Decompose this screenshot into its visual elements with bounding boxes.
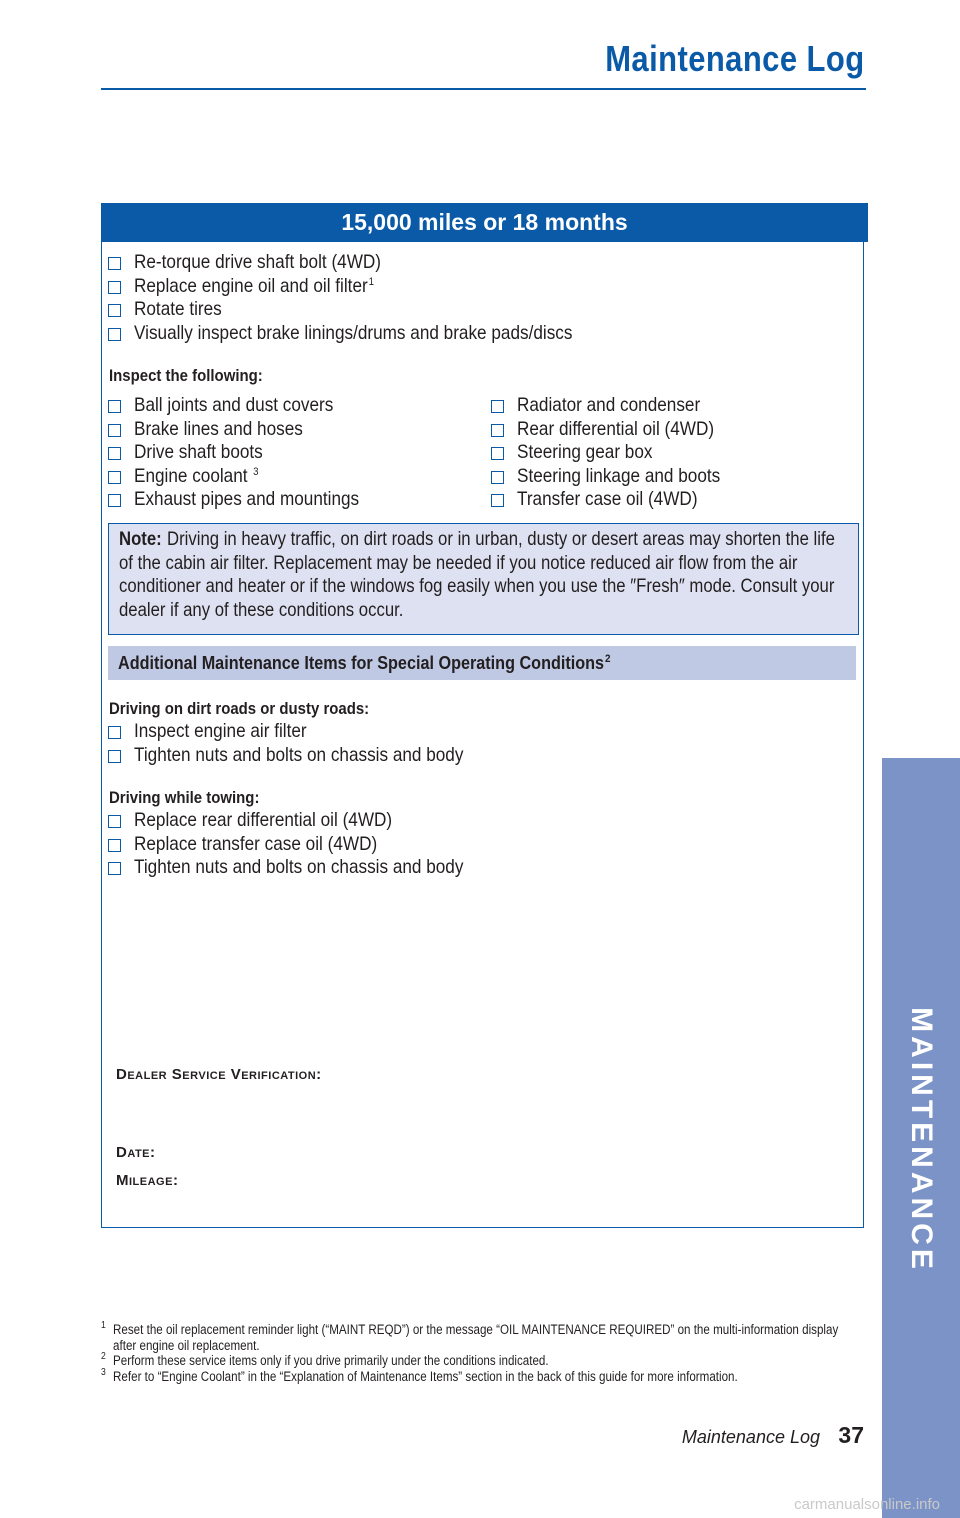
title-divider — [101, 88, 866, 90]
checklist-item-label: Tighten nuts and bolts on chassis and body — [134, 856, 464, 878]
checklist-item — [491, 418, 748, 442]
checklist-item — [108, 744, 508, 768]
checklist-item — [491, 465, 748, 489]
checklist-item — [491, 488, 748, 512]
inspect-list-right — [491, 394, 748, 512]
checkbox-icon[interactable] — [108, 328, 121, 341]
inspect-label: Inspect the following: — [109, 366, 263, 385]
checkbox-icon[interactable] — [491, 424, 504, 437]
dealer-verification-label: Dealer Service Verification: — [116, 1066, 322, 1083]
footnote — [101, 1366, 858, 1385]
page-title: Maintenance Log — [605, 38, 865, 79]
checklist-item — [108, 394, 390, 418]
additional-items-bar — [108, 646, 856, 680]
footnote-ref: 1 — [368, 275, 374, 288]
checklist-item — [108, 441, 390, 465]
task-list — [108, 251, 632, 345]
footnote-number: 2 — [101, 1351, 106, 1362]
checklist-item-label: Exhaust pipes and mountings — [134, 488, 360, 510]
section-tab-label: MAINTENANCE — [905, 1007, 938, 1273]
checkbox-icon[interactable] — [108, 447, 121, 460]
checklist-item-label: Drive shaft boots — [134, 441, 263, 463]
page-number: 37 — [838, 1422, 864, 1448]
inspect-list-left — [108, 394, 390, 512]
checkbox-icon[interactable] — [108, 471, 121, 484]
checkbox-icon[interactable] — [108, 281, 121, 294]
checkbox-icon[interactable] — [108, 726, 121, 739]
checklist-item — [108, 833, 508, 857]
checklist-item — [491, 441, 748, 465]
checkbox-icon[interactable] — [491, 447, 504, 460]
dirt-roads-list — [108, 720, 508, 767]
checkbox-icon[interactable] — [491, 400, 504, 413]
checklist-item-label: Rotate tires — [134, 298, 222, 320]
checklist-item — [108, 720, 508, 744]
checkbox-icon[interactable] — [491, 471, 504, 484]
note-label: Note: — [119, 529, 162, 550]
checklist-item-label: Inspect engine air filter — [134, 720, 307, 742]
checklist-item — [108, 488, 390, 512]
checklist-item-label: Rear differential oil (4WD) — [517, 417, 715, 440]
checklist-item — [108, 418, 390, 442]
checklist-item — [491, 394, 748, 418]
checklist-item-label: Brake lines and hoses — [134, 417, 303, 440]
checklist-item-label: Re-torque drive shaft bolt (4WD) — [134, 251, 382, 273]
checklist-item — [108, 298, 632, 322]
checklist-item-label: Replace rear differential oil (4WD) — [134, 809, 393, 831]
checkbox-icon[interactable] — [108, 424, 121, 437]
checkbox-icon[interactable] — [108, 400, 121, 413]
additional-items-label: Additional Maintenance Items for Special Operating Conditions — [118, 653, 605, 673]
footnote-text: Perform these service items only if you drive primarily under the conditions indicated. — [113, 1353, 549, 1368]
footnote-text: Reset the oil replacement reminder light (“MAINT REQD”) or the message “OIL MAINTENANCE REQUIRED” on the multi-information display after engine oil replacement. — [113, 1322, 839, 1353]
note-box — [108, 523, 859, 635]
date-label: Date: — [116, 1144, 156, 1161]
checkbox-icon[interactable] — [108, 750, 121, 763]
footnote-text: Refer to “Engine Coolant” in the “Explanation of Maintenance Items” section in the back of this guide for more information. — [113, 1368, 738, 1384]
checkbox-icon[interactable] — [108, 839, 121, 852]
checkbox-icon[interactable] — [108, 815, 121, 828]
dirt-roads-label: Driving on dirt roads or dusty roads: — [109, 699, 370, 718]
footnote-ref: 3 — [253, 465, 259, 478]
checklist-item-label: Visually inspect brake linings/drums and brake pads/discs — [134, 321, 573, 344]
mileage-label: Mileage: — [116, 1172, 179, 1189]
footnotes — [101, 1322, 861, 1384]
checklist-item — [108, 856, 508, 880]
footnote — [101, 1322, 858, 1353]
checklist-item-label: Ball joints and dust covers — [134, 394, 334, 416]
footer-section-name: Maintenance Log — [681, 1427, 820, 1447]
checklist-item-label: Engine coolant — [134, 464, 253, 487]
checklist-item — [108, 251, 632, 275]
checklist-item-label: Steering gear box — [517, 441, 653, 463]
checkbox-icon[interactable] — [491, 494, 504, 507]
checklist-item-label: Steering linkage and boots — [517, 464, 721, 487]
towing-list — [108, 809, 508, 880]
checklist-item-label: Replace engine oil and oil filter — [134, 274, 368, 297]
checklist-item-label: Radiator and condenser — [517, 394, 701, 416]
checkbox-icon[interactable] — [108, 304, 121, 317]
interval-heading: 15,000 miles or 18 months — [101, 203, 868, 242]
checkbox-icon[interactable] — [108, 257, 121, 270]
checklist-item — [108, 322, 632, 346]
additional-items-footnote-ref: 2 — [604, 653, 611, 665]
checklist-item — [108, 465, 390, 489]
checklist-item-label: Transfer case oil (4WD) — [517, 488, 698, 510]
checkbox-icon[interactable] — [108, 862, 121, 875]
footnote-number: 3 — [101, 1366, 106, 1378]
footnote — [101, 1353, 858, 1369]
watermark: carmanualsonline.info — [794, 1496, 940, 1513]
checkbox-icon[interactable] — [108, 494, 121, 507]
checklist-item-label: Tighten nuts and bolts on chassis and body — [134, 743, 464, 766]
checklist-item — [108, 275, 632, 299]
note-text: Driving in heavy traffic, on dirt roads or in urban, dusty or desert areas may shorten the life of the cabin air filter. Replacement may be needed if you notice reduced air flow from the air conditioner and heater or if the windows fog easily when you use the ″Fresh″ mode. Consult your dealer if any of these conditions occur. — [119, 529, 835, 621]
towing-label: Driving while towing: — [109, 788, 260, 807]
footnote-number: 1 — [101, 1320, 106, 1331]
checklist-item — [108, 809, 508, 833]
checklist-item-label: Replace transfer case oil (4WD) — [134, 832, 378, 855]
